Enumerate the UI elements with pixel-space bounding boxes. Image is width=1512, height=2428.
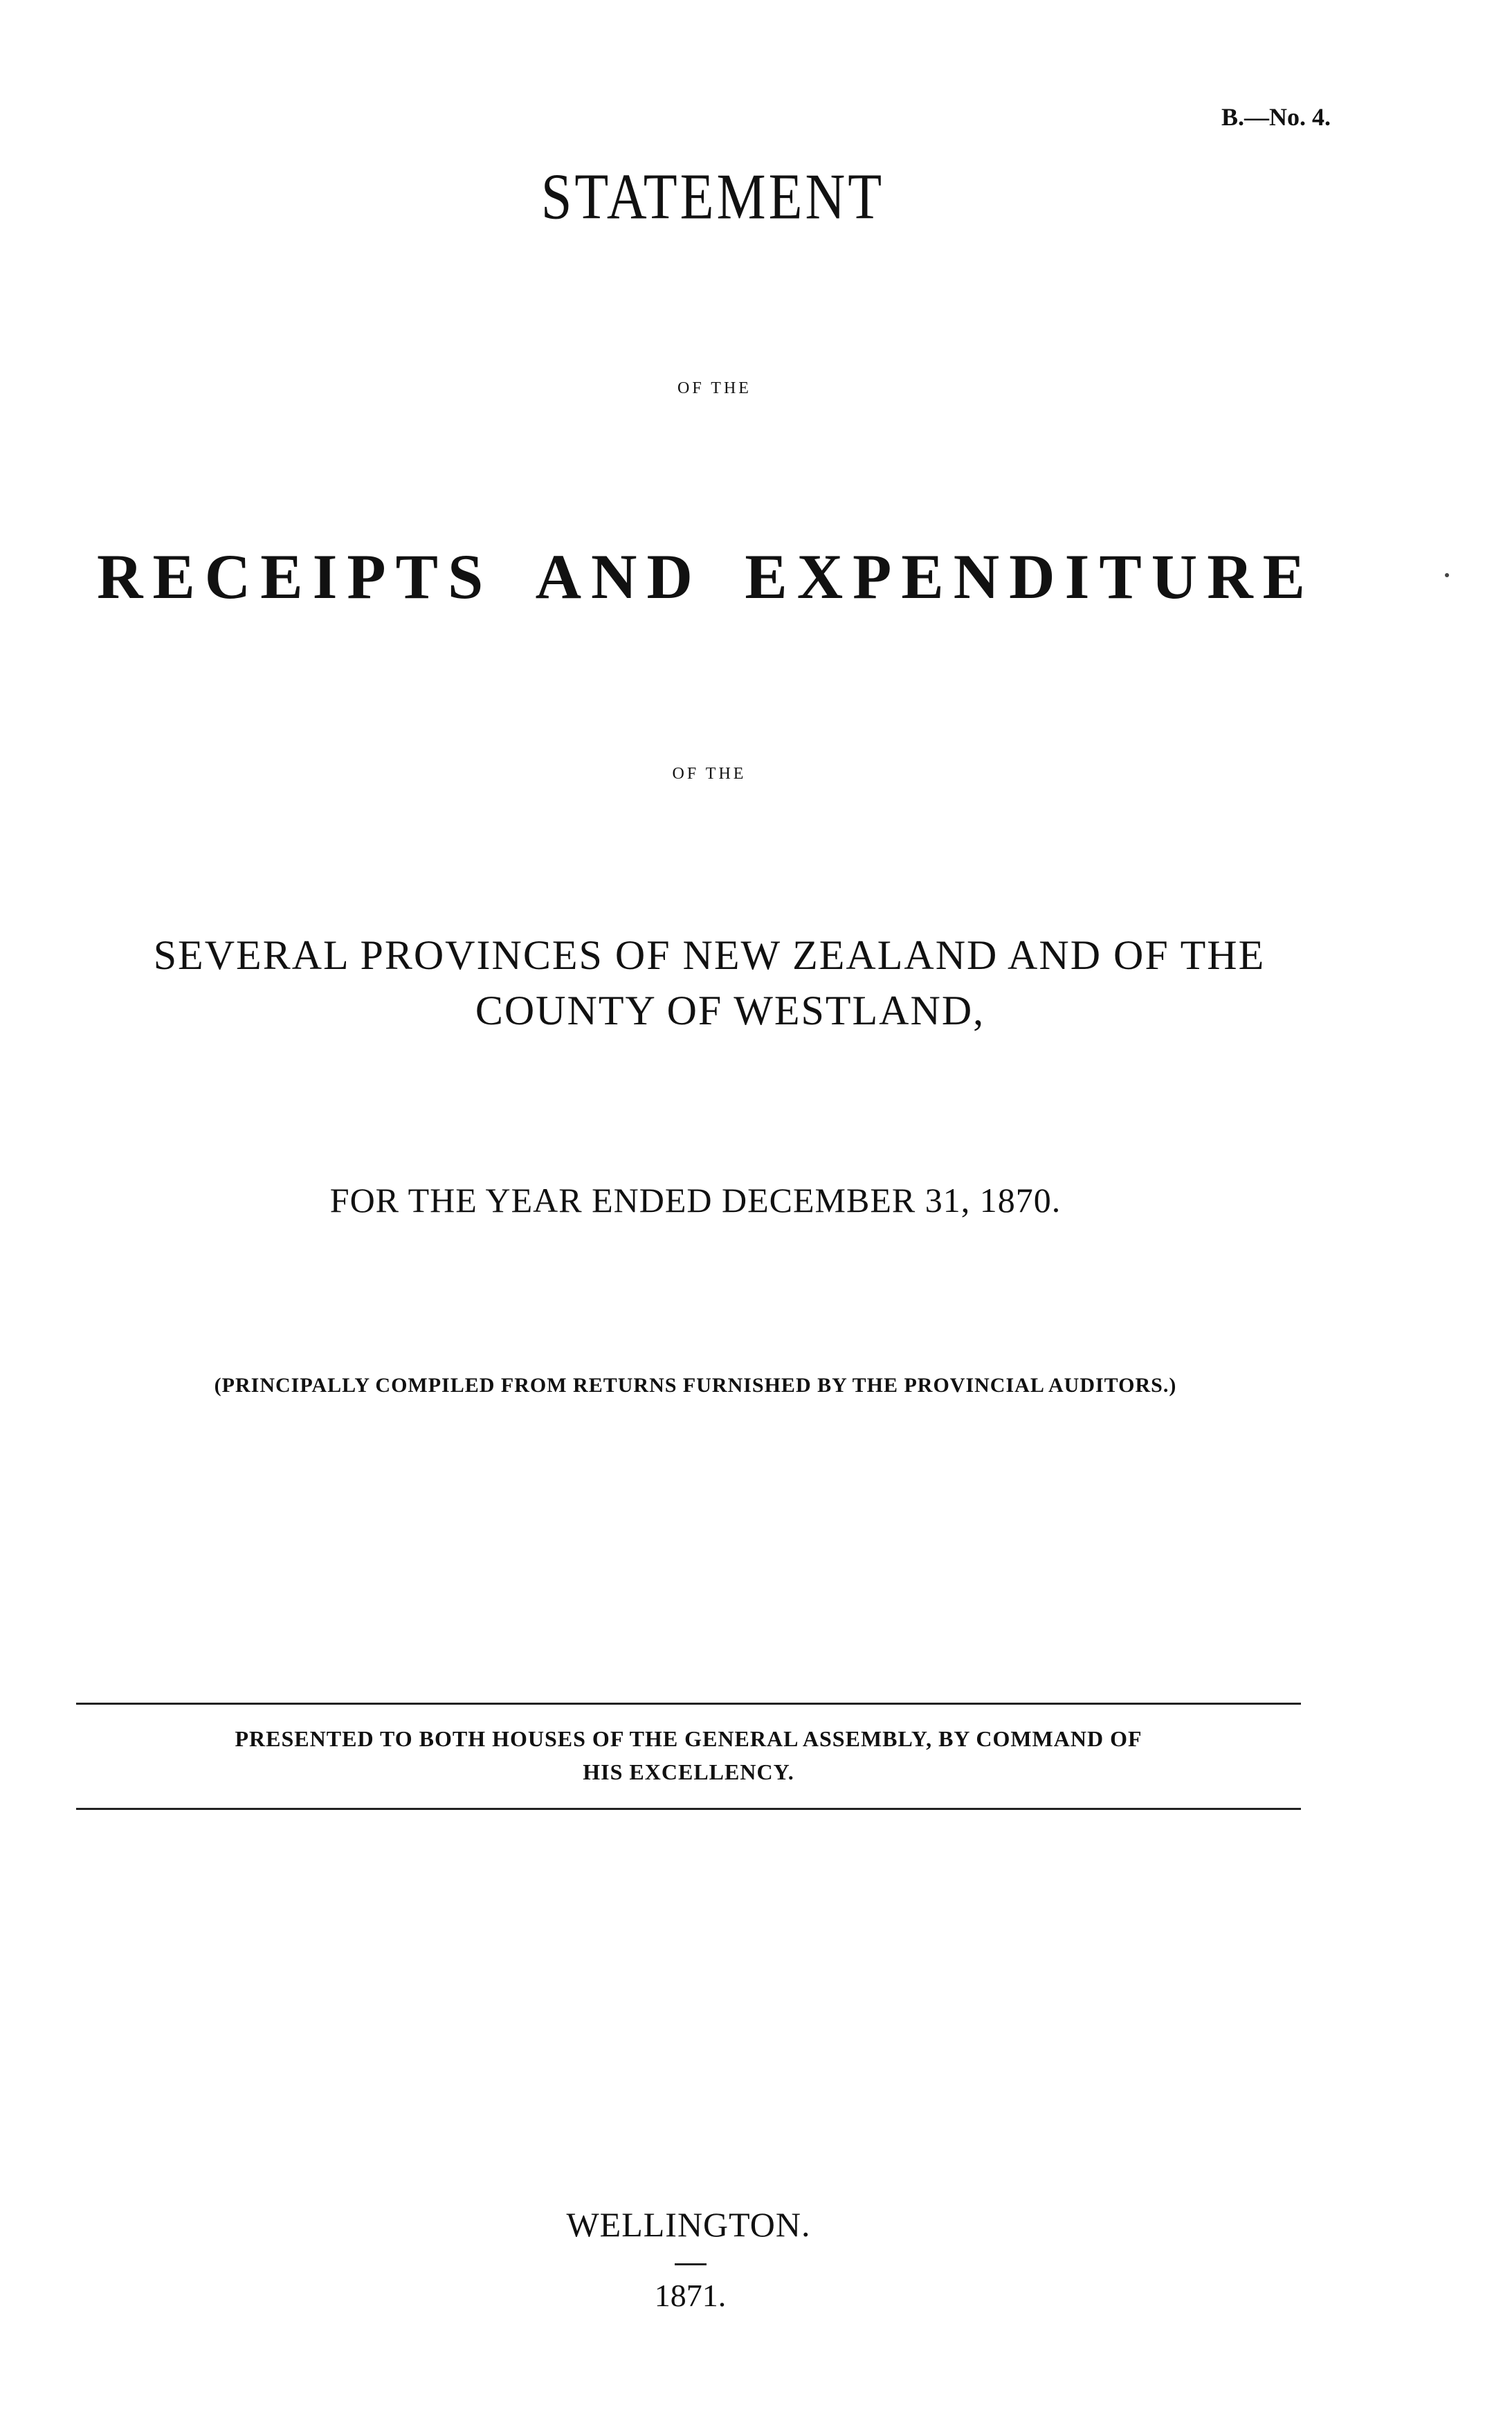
presented-line-1: PRESENTED TO BOTH HOUSES OF THE GENERAL ASSEMBLY, BY COMMAND OF xyxy=(235,1726,1142,1751)
compilation-note: (PRINCIPALLY COMPILED FROM RETURNS FURNISHED BY THE PROVINCIAL AUDITORS.) xyxy=(214,1374,1177,1397)
imprint-place: WELLINGTON. xyxy=(566,2205,811,2244)
presented-line-2: HIS EXCELLENCY. xyxy=(583,1759,794,1784)
main-heading-receipts: RECEIPTS xyxy=(97,541,493,612)
subject-line-1: SEVERAL PROVINCES OF NEW ZEALAND AND OF THE xyxy=(153,932,1266,978)
ink-speck xyxy=(1445,573,1449,577)
page-title: STATEMENT xyxy=(540,161,885,233)
imprint-year: 1871. xyxy=(654,2278,727,2313)
period-heading: FOR THE YEAR ENDED DECEMBER 31, 1870. xyxy=(329,1181,1062,1220)
subject-heading xyxy=(0,927,1419,1038)
of-the-connector-2: OF THE xyxy=(672,765,747,783)
top-rule xyxy=(76,1703,1301,1705)
main-heading-expenditure: EXPENDITURE xyxy=(745,541,1315,612)
imprint-dash xyxy=(675,2263,707,2265)
subject-line-2: COUNTY OF WESTLAND, xyxy=(475,988,985,1033)
bottom-rule xyxy=(76,1808,1301,1810)
of-the-connector-1: OF THE xyxy=(677,379,752,397)
presented-notice xyxy=(76,1722,1301,1788)
document-number: B.—No. 4. xyxy=(1221,103,1331,131)
main-heading-and: AND xyxy=(535,541,702,612)
main-heading xyxy=(97,540,1315,613)
